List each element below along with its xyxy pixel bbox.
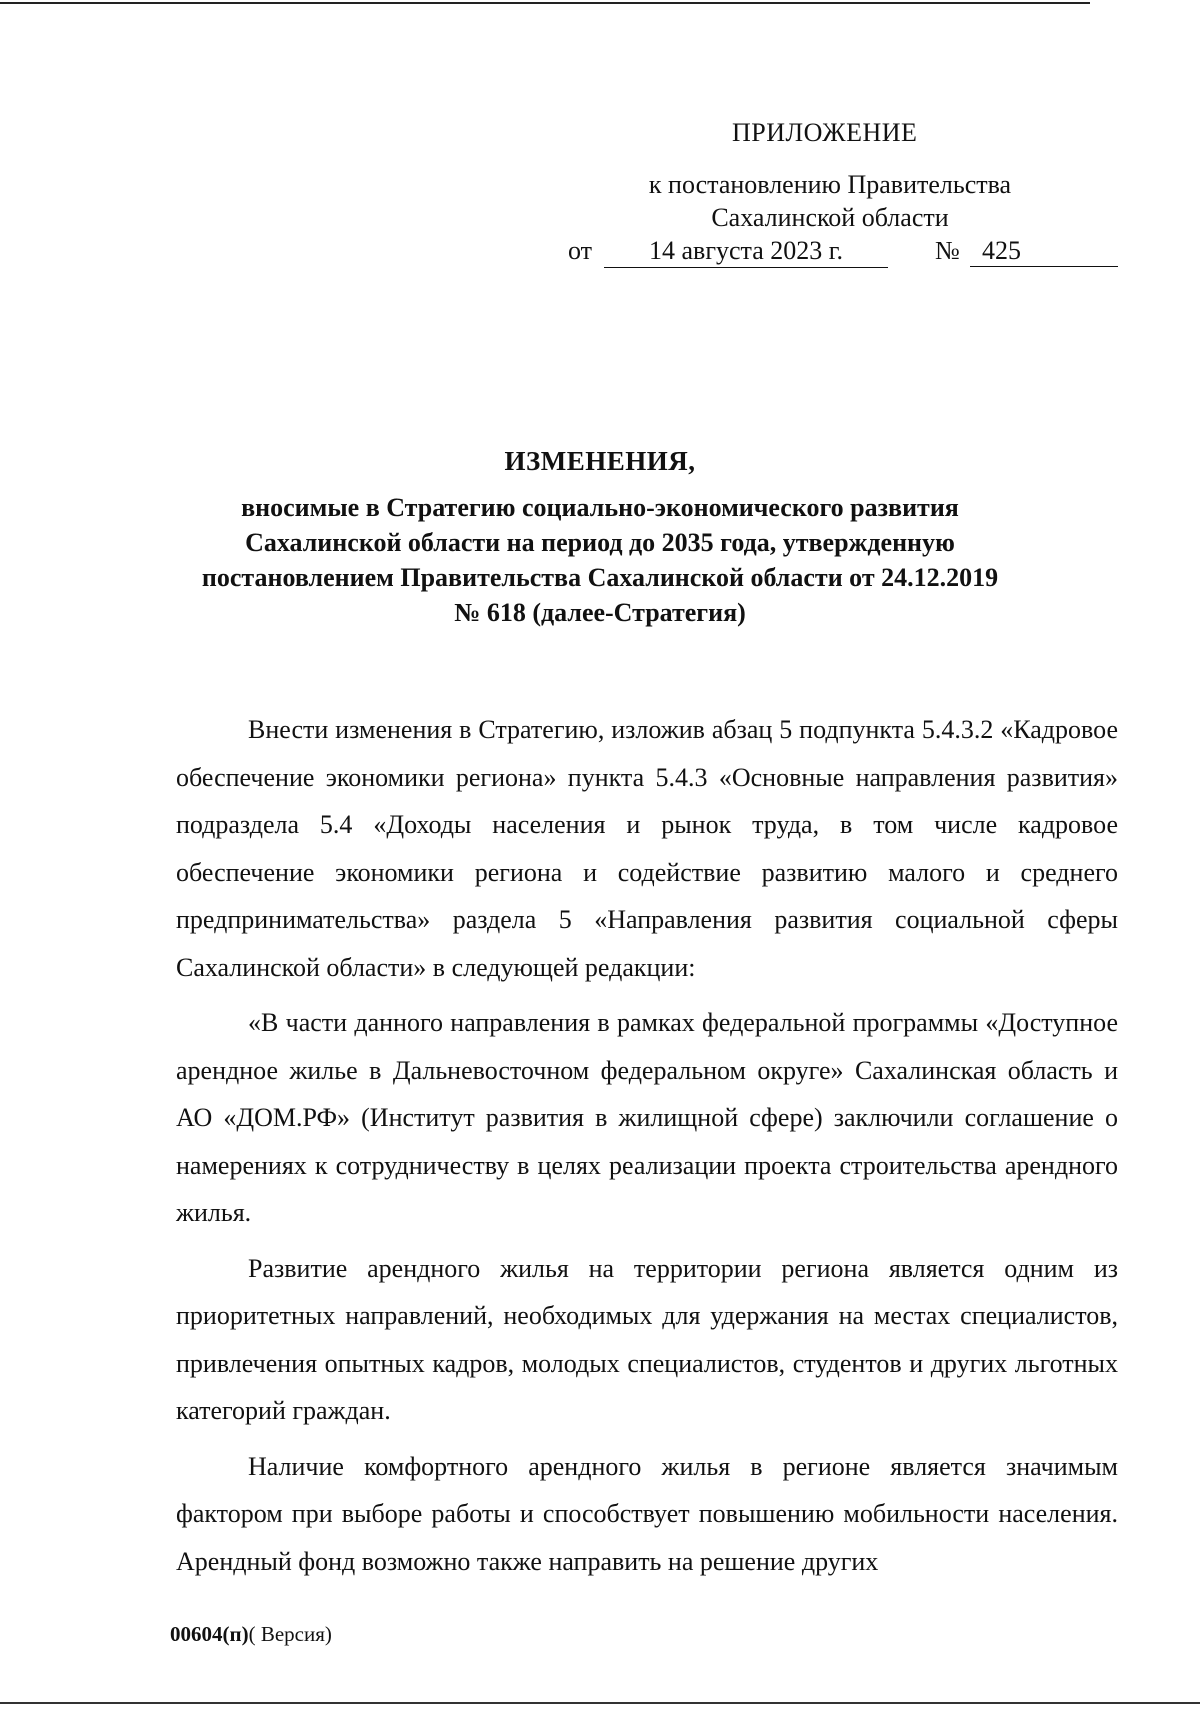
- subtitle-line: вносимые в Стратегию социально-экономического развития: [241, 493, 959, 522]
- subtitle-line: № 618 (далее-Стратегия): [454, 598, 746, 627]
- scan-edge-top: [0, 2, 1090, 4]
- subtitle-line: постановлением Правительства Сахалинской области от 24.12.2019: [201, 563, 999, 592]
- footer-document-code: [170, 1622, 332, 1647]
- document-subtitle: [150, 490, 1050, 630]
- decree-number: 425: [970, 236, 1118, 267]
- body-paragraph: Внести изменения в Стратегию, изложив абзац 5 подпункта 5.4.3.2 «Кадровое обеспечение экономики региона» пункта 5.4.3 «Основные направления развития» подраздела 5.4 «Доходы населения и рынок труда, в том числе кадровое обеспечение экономики региона и содействие развитию малого и среднего предпринимательства» раздела 5 «Направления развития социальной сферы Сахалинской области» в следующей редакции:: [176, 715, 1118, 982]
- document-title: ИЗМЕНЕНИЯ,: [504, 446, 696, 476]
- body-paragraph: «В части данного направления в рамках федеральной программы «Доступное арендное жилье в Дальневосточном федеральном округе» Сахалинская область и АО «ДОМ.РФ» (Институт развития в жилищной сфере) заключили соглашение о намерениях к сотрудничеству в целях реализации проекта строительства арендного жилья.: [176, 1008, 1118, 1227]
- scan-edge-bottom: [0, 1702, 1200, 1704]
- number-label: №: [935, 236, 960, 265]
- body-paragraph: Развитие арендного жилья на территории региона является одним из приоритетных направлений, необходимых для удержания на местах специалистов, привлечения опытных кадров, молодых специалистов, студентов и других льготных категорий граждан.: [176, 1253, 1118, 1425]
- decree-date-row: [568, 236, 1118, 272]
- from-label: от: [568, 236, 593, 265]
- footer-code: 00604(п): [170, 1622, 249, 1646]
- body-paragraph: Наличие комфортного арендного жилья в регионе является значимым фактором при выборе работы и способствует повышению мобильности населения. Арендный фонд возможно также направить на решение других: [176, 1451, 1118, 1576]
- appendix-line-1: к постановлению Правительства: [648, 170, 1012, 199]
- document-body: [176, 706, 1118, 1585]
- appendix-title: ПРИЛОЖЕНИЕ: [732, 118, 918, 147]
- subtitle-line: Сахалинской области на период до 2035 года, утвержденную: [245, 528, 955, 557]
- footer-version: ( Версия): [248, 1622, 332, 1646]
- decree-date: 14 августа 2023 г.: [604, 236, 888, 268]
- appendix-line-2: Сахалинской области: [711, 203, 949, 232]
